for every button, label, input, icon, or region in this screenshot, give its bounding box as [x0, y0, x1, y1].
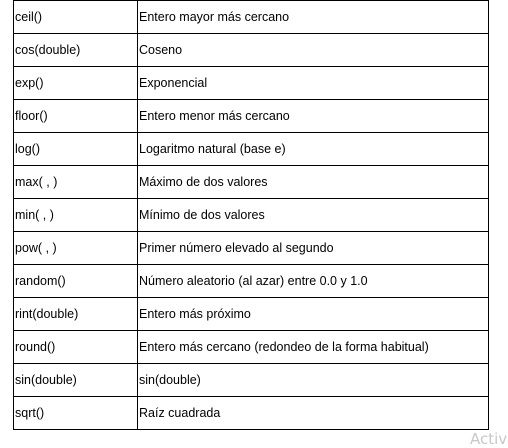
table-row	[14, 232, 489, 265]
table-row	[14, 298, 489, 331]
function-description-cell: Logaritmo natural (base e)	[138, 133, 489, 166]
function-description-cell: Entero menor más cercano	[138, 100, 489, 133]
function-description-cell: Raíz cuadrada	[138, 397, 489, 430]
math-functions-table	[13, 0, 489, 430]
function-description-cell: Entero más próximo	[138, 298, 489, 331]
function-description-cell: Mínimo de dos valores	[138, 199, 489, 232]
function-name-cell: rint(double)	[14, 298, 138, 331]
function-name-cell: min( , )	[14, 199, 138, 232]
function-name-cell: log()	[14, 133, 138, 166]
function-name-cell: exp()	[14, 67, 138, 100]
function-name-cell: ceil()	[14, 1, 138, 34]
table-row	[14, 100, 489, 133]
table-row	[14, 397, 489, 430]
table-row	[14, 133, 489, 166]
function-name-cell: sin(double)	[14, 364, 138, 397]
function-name-cell: sqrt()	[14, 397, 138, 430]
function-name-cell: cos(double)	[14, 34, 138, 67]
table-row	[14, 265, 489, 298]
function-description-cell: Exponencial	[138, 67, 489, 100]
activation-watermark: Activ	[470, 430, 508, 448]
table-row	[14, 166, 489, 199]
table-row	[14, 34, 489, 67]
table-row	[14, 331, 489, 364]
function-description-cell: Primer número elevado al segundo	[138, 232, 489, 265]
function-name-cell: round()	[14, 331, 138, 364]
table-row	[14, 364, 489, 397]
table-row	[14, 199, 489, 232]
function-name-cell: max( , )	[14, 166, 138, 199]
function-name-cell: random()	[14, 265, 138, 298]
table-row	[14, 67, 489, 100]
function-description-cell: Entero mayor más cercano	[138, 1, 489, 34]
function-description-cell: Máximo de dos valores	[138, 166, 489, 199]
table-row	[14, 1, 489, 34]
function-description-cell: Coseno	[138, 34, 489, 67]
function-description-cell: Número aleatorio (al azar) entre 0.0 y 1.0	[138, 265, 489, 298]
function-name-cell: floor()	[14, 100, 138, 133]
function-description-cell: sin(double)	[138, 364, 489, 397]
function-name-cell: pow( , )	[14, 232, 138, 265]
function-description-cell: Entero más cercano (redondeo de la forma habitual)	[138, 331, 489, 364]
